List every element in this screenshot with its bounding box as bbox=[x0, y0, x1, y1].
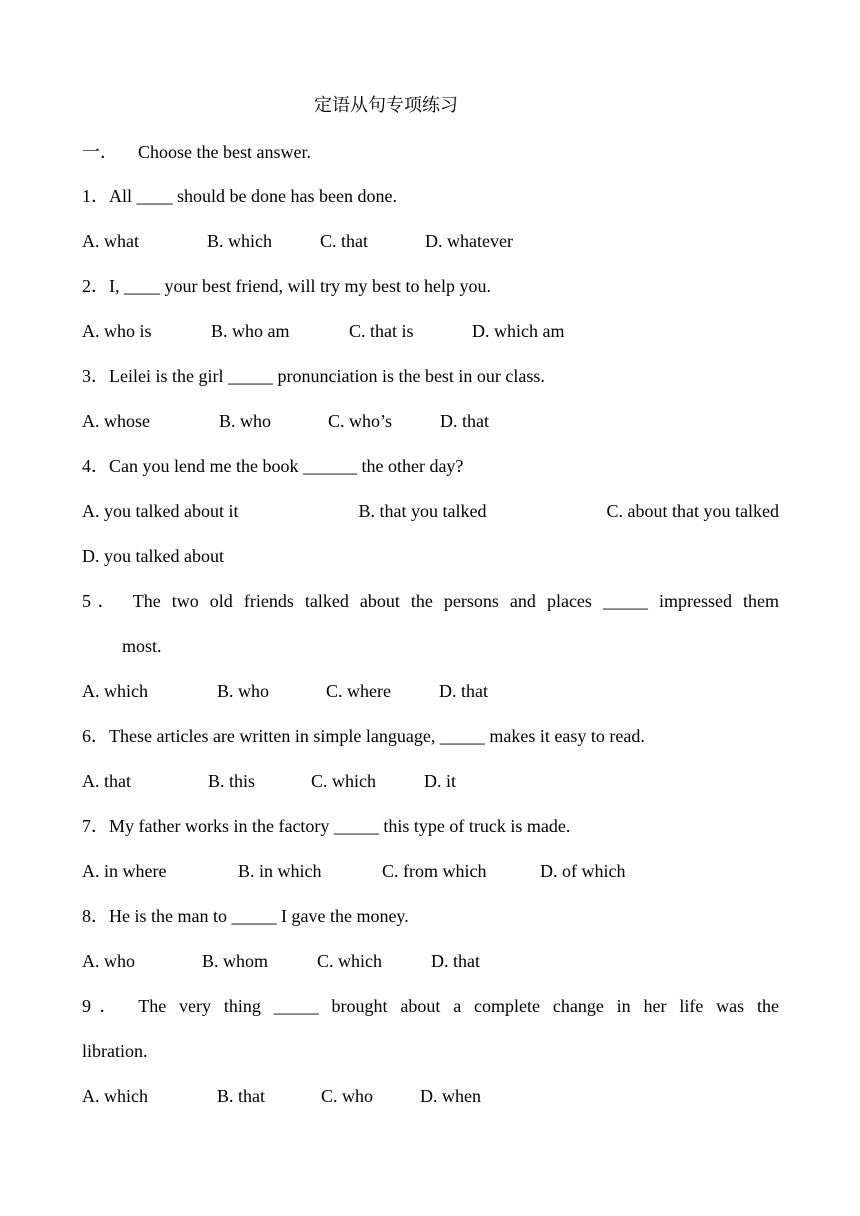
option-c: C. which bbox=[311, 771, 376, 791]
question-5-options bbox=[82, 679, 488, 703]
option-d: D. that bbox=[431, 951, 480, 971]
option-a: A. what bbox=[82, 231, 139, 251]
question-2-stem: 2．I, ____ your best friend, will try my best to help you. bbox=[82, 276, 491, 296]
section-heading bbox=[82, 140, 311, 165]
option-d: D. which am bbox=[472, 321, 565, 341]
option-c: C. from which bbox=[382, 861, 487, 881]
question-9-options bbox=[82, 1084, 481, 1108]
section-instruction: Choose the best answer. bbox=[138, 142, 311, 162]
option-b: B. whom bbox=[202, 951, 269, 971]
question-1-options bbox=[82, 229, 513, 253]
question-8-stem: 8．He is the man to _____ I gave the money. bbox=[82, 906, 409, 926]
option-d: D. when bbox=[420, 1086, 481, 1106]
option-c: C. who bbox=[321, 1086, 374, 1106]
question-7-options bbox=[82, 859, 625, 883]
option-a: A. which bbox=[82, 681, 148, 701]
option-a: A. in where bbox=[82, 861, 167, 881]
option-d: D. that bbox=[440, 411, 489, 431]
option-d: D. you talked about bbox=[82, 546, 224, 566]
option-a: A. who is bbox=[82, 321, 152, 341]
question-8-options bbox=[82, 949, 480, 973]
option-c: C. about that you talked bbox=[606, 501, 779, 521]
option-b: B. which bbox=[207, 231, 272, 251]
option-b: B. that bbox=[217, 1086, 265, 1106]
option-a: A. you talked about it bbox=[82, 501, 239, 521]
option-d: D. of which bbox=[540, 861, 626, 881]
option-c: C. where bbox=[326, 681, 391, 701]
option-c: C. that is bbox=[349, 321, 414, 341]
option-b: B. who bbox=[219, 411, 272, 431]
option-d: D. it bbox=[424, 771, 457, 791]
option-b: B. this bbox=[208, 771, 256, 791]
question-9-stem: 9． The very thing _____ brought about a complete change in her life was the bbox=[82, 996, 779, 1016]
option-a: A. who bbox=[82, 951, 135, 971]
question-6-stem: 6．These articles are written in simple language, _____ makes it easy to read. bbox=[82, 726, 645, 746]
question-1-stem: 1．All ____ should be done has been done. bbox=[82, 186, 397, 206]
option-d: D. that bbox=[439, 681, 488, 701]
option-a: A. that bbox=[82, 771, 131, 791]
option-a: A. whose bbox=[82, 411, 150, 431]
question-2-options bbox=[82, 319, 564, 343]
section-number: 一． bbox=[82, 142, 118, 163]
option-b: B. who bbox=[217, 681, 270, 701]
question-4-stem: 4．Can you lend me the book ______ the other day? bbox=[82, 456, 464, 476]
question-9-stem-continued: libration. bbox=[82, 1041, 148, 1061]
question-5-stem-continued: most. bbox=[122, 636, 162, 656]
question-7-stem: 7．My father works in the factory _____ this type of truck is made. bbox=[82, 816, 571, 836]
option-b: B. who am bbox=[211, 321, 290, 341]
option-c: C. who’s bbox=[328, 411, 393, 431]
option-c: C. that bbox=[320, 231, 368, 251]
question-3-options bbox=[82, 409, 489, 433]
page-title: 定语从句专项练习 bbox=[314, 95, 458, 116]
question-4-options-row1 bbox=[82, 499, 779, 523]
option-c: C. which bbox=[317, 951, 382, 971]
option-b: B. in which bbox=[238, 861, 322, 881]
question-3-stem: 3．Leilei is the girl _____ pronunciation is the best in our class. bbox=[82, 366, 545, 386]
question-6-options bbox=[82, 769, 456, 793]
option-b: B. that you talked bbox=[358, 501, 487, 521]
question-5-stem: 5． The two old friends talked about the persons and places _____ impressed them bbox=[82, 591, 779, 611]
option-a: A. which bbox=[82, 1086, 148, 1106]
option-d: D. whatever bbox=[425, 231, 513, 251]
